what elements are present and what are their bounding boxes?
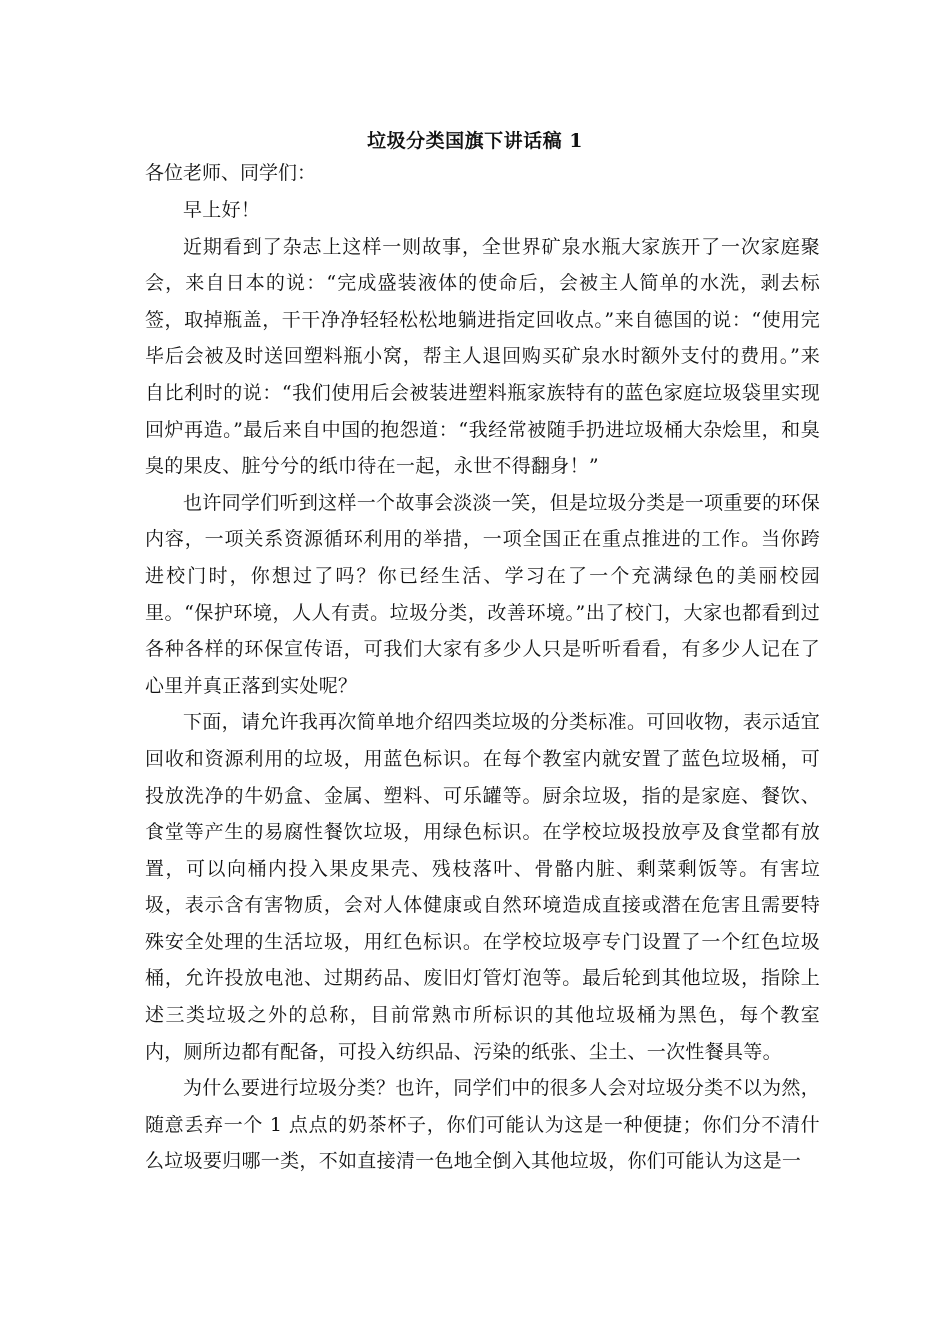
salutation: 各位老师、同学们： (145, 162, 317, 184)
paragraph-categories: 下面，请允许我再次简单地介绍四类垃圾的分类标准。可回收物，表示适宜回收和资源利用的垃圾，用蓝色标识。在每个教室内就安置了蓝色垃圾桶，可投放洗净的牛奶盒、金属、塑料、可乐罐等。厨余垃圾，指的是家庭、餐饮、食堂等产生的易腐性餐饮垃圾，用绿色标识。在学校垃圾投放亭及食堂都有放置，可以向桶内投入果皮果壳、残枝落叶、骨骼内脏、剩菜剩饭等。有害垃圾，表示含有害物质，会对人体健康或自然环境造成直接或潜在危害且需要特殊安全处理的生活垃圾，用红色标识。在学校垃圾亭专门设置了一个红色垃圾桶，允许投放电池、过期药品、废旧灯管灯泡等。最后轮到其他垃圾，指除上述三类垃圾之外的总称，目前常熟市所标识的其他垃圾桶为黑色，每个教室内，厕所边都有配备，可投入纺织品、污染的纸张、尘土、一次性餐具等。 (145, 711, 820, 1063)
document-title: 垃圾分类国旗下讲话稿 1 (367, 130, 583, 152)
paragraph-greeting: 早上好！ (183, 199, 261, 221)
paragraph-story: 近期看到了杂志上这样一则故事，全世界矿泉水瓶大家族开了一次家庭聚会，来自日本的说：“完成盛装液体的使命后，会被主人简单的水洗，剥去标签，取掉瓶盖，干干净净轻轻松松地躺进指定回收点。”来自德国的说：“使用完毕后会被及时送回塑料瓶小窝，帮主人退回购买矿泉水时额外支付的费用。”来自比利时的说：“我们使用后会被装进塑料瓶家族特有的蓝色家庭垃圾袋里实现回炉再造。”最后来自中国的抱怨道：“我经常被随手扔进垃圾桶大杂烩里，和臭臭的果皮、脏兮兮的纸巾待在一起，永世不得翻身！” (145, 235, 820, 478)
paragraph-why: 为什么要进行垃圾分类？也许，同学们中的很多人会对垃圾分类不以为然，随意丢弃一个 1 点点的奶茶杯子，你们可能认为这是一种便捷；你们分不清什么垃圾要归哪一类，不如直接清一色地全倒入其他垃圾，你们可能认为这是一 (145, 1077, 820, 1173)
paragraph-importance: 也许同学们听到这样一个故事会淡淡一笑，但是垃圾分类是一项重要的环保内容，一项关系资源循环利用的举措，一项全国正在重点推进的工作。当你跨进校门时，你想过了吗？你已经生活、学习在了一个充满绿色的美丽校园里。“保护环境，人人有责。垃圾分类，改善环境。”出了校门，大家也都看到过各种各样的环保宣传语，可我们大家有多少人只是听听看看，有多少人记在了心里并真正落到实处呢？ (145, 491, 820, 697)
document-body (145, 192, 820, 1180)
